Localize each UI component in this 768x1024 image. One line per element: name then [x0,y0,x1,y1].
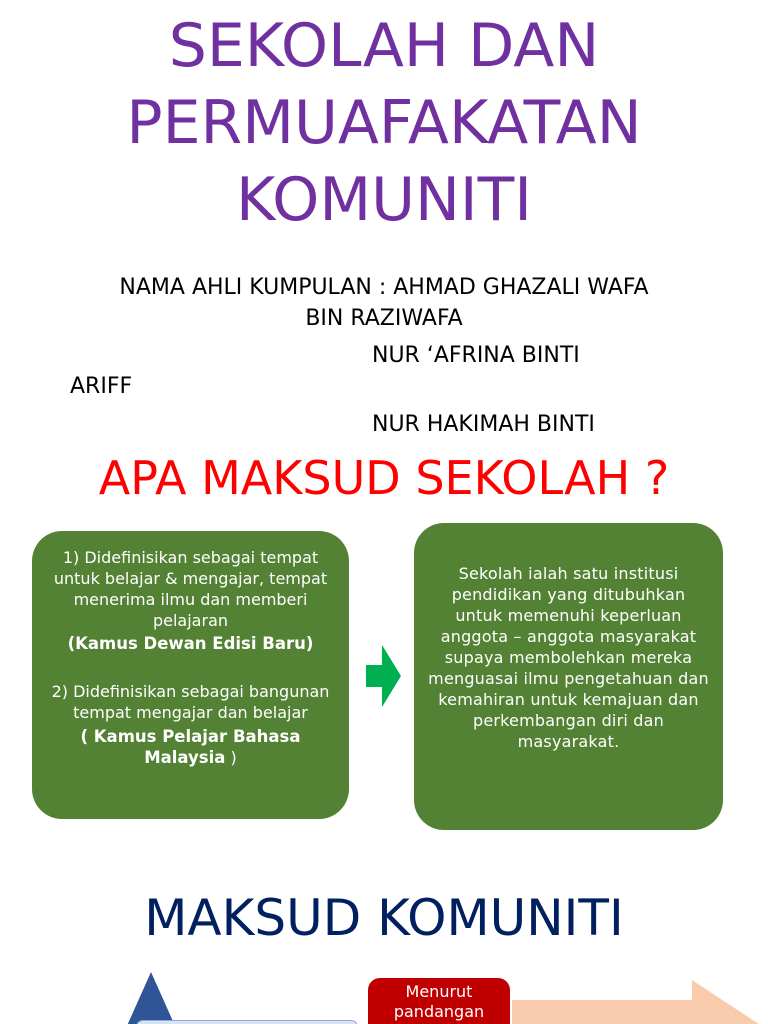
main-title [0,8,768,239]
right-arrow-icon [366,645,401,707]
members-line-3: NUR ‘AFRINA BINTI [372,343,580,368]
slide-school-definition [0,436,768,856]
summary-text: Sekolah ialah satu institusi pendidikan yang ditubuhkan untuk memenuhi keperluan anggota – anggota masyarakat supaya membolehkan mereka menguasai ilmu pengetahuan dan kemahiran untuk kemajuan dan perkembangan diri dan masyarakat. [428,564,709,751]
opinion-line-1: Menurut [405,982,473,1001]
school-question-title: APA MAKSUD SEKOLAH ? [98,451,670,505]
community-title: MAKSUD KOMUNITI [144,889,624,947]
blue-label-shape [136,1020,358,1024]
definition-2: 2) Didefinisikan sebagai bangunan tempat mengajar dan belajar [51,682,330,722]
slide-title [0,0,768,436]
group-members [70,272,698,436]
definition-1: 1) Didefinisikan sebagai tempat untuk belajar & mengajar, tempat menerima ilmu dan memberi pelajaran [53,548,328,630]
members-line-2: BIN RAZIWAFA [305,306,463,331]
opinion-line-2: pandangan [393,1002,485,1021]
definitions-box [32,531,349,819]
title-line-2: PERMUAFAKATAN [126,88,642,158]
slide-community-definition [0,856,768,1024]
peach-arrow-shape [512,980,768,1024]
opinion-box [368,978,510,1024]
title-line-3: KOMUNITI [236,165,532,235]
members-line-4: ARIFF [70,374,133,399]
definition-2-source: ( Kamus Pelajar Bahasa Malaysia [80,727,301,767]
definition-2-source-close: ) [230,748,237,767]
triangle-shape [126,972,176,1024]
definition-1-source: (Kamus Dewan Edisi Baru) [67,634,314,653]
title-line-1: SEKOLAH DAN [168,11,600,81]
members-line-5: NUR HAKIMAH BINTI [372,412,595,436]
members-line-1: NAMA AHLI KUMPULAN : AHMAD GHAZALI WAFA [119,275,649,300]
summary-box [414,523,723,830]
